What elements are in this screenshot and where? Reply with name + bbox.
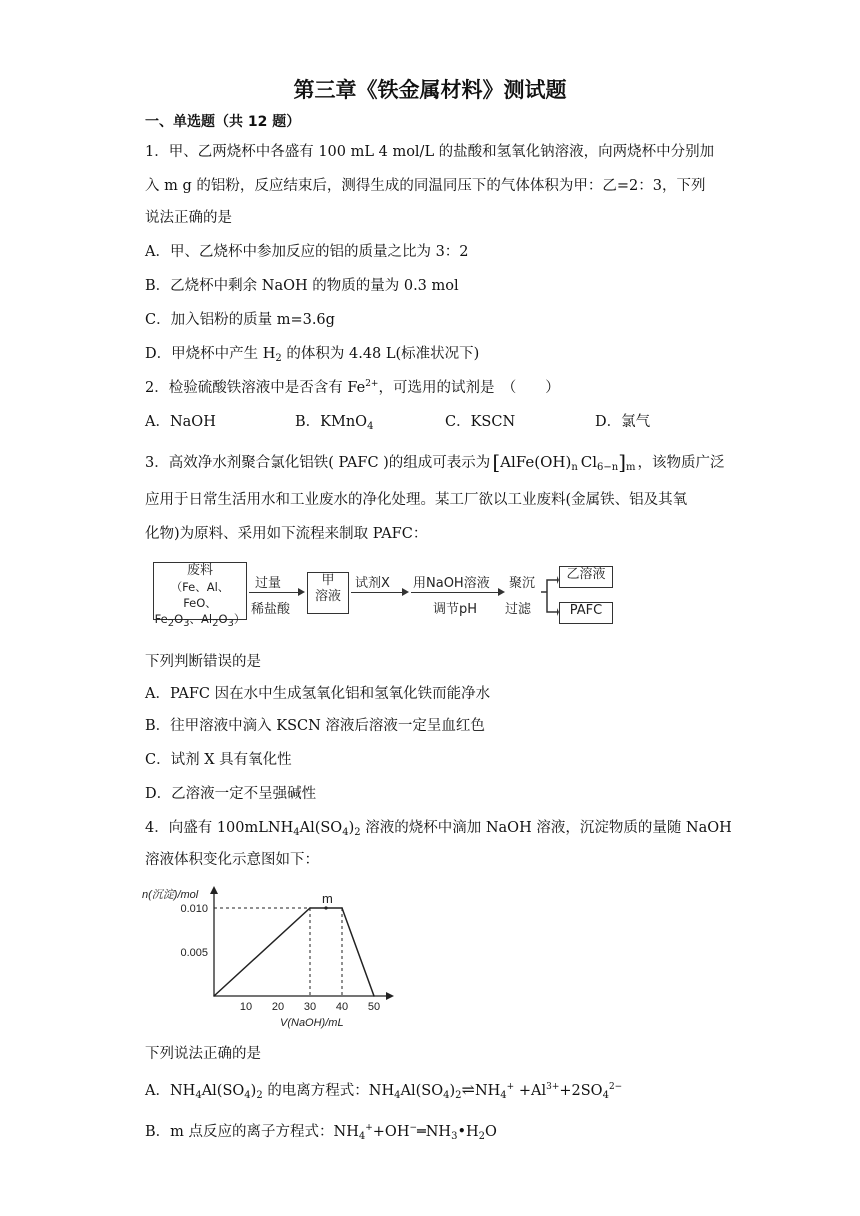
- q2-option-d: D．氯气: [595, 414, 651, 430]
- q1-stem-line2: 入 m g 的铝粉，反应结束后，测得生成的同温同压下的气体体积为甲：乙=2：3，下列: [145, 178, 706, 194]
- coagulate-label: 聚沉: [509, 576, 536, 591]
- x-tick-10: 10: [239, 1001, 253, 1013]
- q1-option-c: C．加入铝粉的质量 m=3.6g: [145, 312, 335, 328]
- y-tick-0.010: 0.010: [180, 903, 208, 915]
- q1-stem-line1: 1．甲、乙两烧杯中各盛有 100 mL 4 mol/L 的盐酸和氢氧化钠溶液，向两烧杯中分别加: [145, 144, 715, 160]
- waste-composition-1: （Fe、Al、FeO、: [170, 580, 230, 610]
- section-heading: 一、单选题（共 12 题）: [145, 114, 301, 130]
- x-tick-labels: [240, 1001, 380, 1013]
- x-tick-30: 30: [303, 1001, 317, 1013]
- q4-prompt: 下列说法正确的是: [145, 1046, 261, 1062]
- q2-option-a: A．NaOH: [145, 414, 216, 430]
- q1-option-d: D．甲烧杯中产生 $H_2$ 的体积为 4.48 L(标准状况下): [145, 346, 480, 364]
- yi-solution-box: 乙溶液: [559, 566, 613, 588]
- y-tick-0.005: 0.005: [180, 947, 208, 959]
- arrow-3: [411, 592, 503, 593]
- series-point-2: [341, 907, 343, 909]
- y-axis-arrow: [210, 886, 218, 894]
- q3-stem-line3: 化物)为原料、采用如下流程来制取 PAFC：: [145, 526, 428, 542]
- x-axis-label: V(NaOH)/mL: [280, 1017, 344, 1029]
- dashed-guides: [214, 908, 342, 996]
- q3-option-d: D．乙溶液一定不呈强碱性: [145, 786, 317, 802]
- m-point: [324, 906, 327, 909]
- q4-stem-line2: 溶液体积变化示意图如下：: [145, 852, 319, 868]
- process-flow-diagram: [145, 556, 615, 632]
- m-point-label: m: [322, 891, 333, 906]
- series-points: [213, 906, 375, 996]
- q2-stem: 2．检验硫酸铁溶液中是否含有 $Fe^{2+}$，可选用的试剂是 （ ）: [145, 379, 560, 396]
- q1-option-a: A．甲、乙烧杯中参加反应的铝的质量之比为 3：2: [145, 244, 469, 260]
- jia-solution-box: 甲 溶液: [307, 572, 349, 614]
- q3-option-c: C．试剂 X 具有氧化性: [145, 752, 292, 768]
- series-point-1: [309, 907, 311, 909]
- waste-title: 废料: [186, 563, 213, 578]
- y-axis-label: n(沉淀)/mol: [142, 889, 199, 901]
- x-axis-arrow: [386, 992, 394, 1000]
- filter-label: 过滤: [505, 602, 532, 617]
- waste-composition-2: $Fe_2O_3$、$Al_2O_3$）: [154, 612, 246, 629]
- q3-stem-line1: 3．高效净水剂聚合氯化铝铁( PAFC )的组成可表示为 [$AlFe(OH)_n$ $Cl_{6-n}]_m$ ，该物质广泛: [145, 450, 725, 474]
- pafc-product-box: PAFC: [559, 602, 613, 624]
- adjust-ph-label: 调节pH: [433, 602, 478, 617]
- step1-label-top: 过量: [255, 576, 282, 591]
- series-point-3: [373, 995, 375, 997]
- q2-option-c: C．KSCN: [445, 414, 516, 430]
- precipitate-chart: [140, 880, 400, 1030]
- q1-stem-line3: 说法正确的是: [145, 210, 232, 226]
- q3-stem-line2: 应用于日常生活用水和工业废水的净化处理。某工厂欲以工业废料(金属铁、铝及其氧: [145, 492, 688, 508]
- q3-option-b: B．往甲溶液中滴入 KSCN 溶液后溶液一定呈血红色: [145, 718, 485, 734]
- arrow-2: [351, 592, 407, 593]
- x-tick-40: 40: [335, 1001, 349, 1013]
- q1-option-b: B．乙烧杯中剩余 NaOH 的物质的量为 0.3 mol: [145, 278, 459, 294]
- reagent-x-label: 试剂X: [355, 576, 390, 591]
- step1-label-bottom: 稀盐酸: [251, 602, 291, 617]
- x-tick-20: 20: [271, 1001, 285, 1013]
- q4-option-b: B．m 点反应的离子方程式：$NH_4^++OH^-═NH_3•H_2O$: [145, 1123, 497, 1142]
- q4-stem-line1: 4．向盛有 $100mLNH_4Al(SO_4)_2$ 溶液的烧杯中滴加 NaOH 溶液，沉淀物质的量随 NaOH: [145, 820, 732, 838]
- q3-judge-prompt: 下列判断错误的是: [145, 654, 261, 670]
- pafc-formula: [$AlFe(OH)_n$ $Cl_{6-n}]_m$: [492, 450, 636, 474]
- y-tick-labels: [180, 903, 208, 959]
- branch-arrows: [541, 574, 559, 620]
- series-line: [214, 908, 374, 996]
- waste-material-box: [153, 562, 247, 629]
- q4-option-a: A．$NH_4Al(SO_4)_2$ 的电离方程式：$NH_4Al(SO_4)_2\rightleftharpoons NH_4^+ +Al^{3+}+2SO_4^{2-}$: [145, 1080, 623, 1101]
- q3-option-a: A．PAFC 因在水中生成氢氧化铝和氢氧化铁而能净水: [145, 686, 491, 702]
- q2-option-b: B．KMnO$_4$: [295, 414, 374, 432]
- series-point-0: [213, 995, 215, 997]
- page-title: 第三章《铁金属材料》测试题: [293, 78, 567, 102]
- x-tick-50: 50: [367, 1001, 381, 1013]
- arrow-1: [249, 592, 303, 593]
- naoh-label: 用NaOH溶液: [413, 576, 490, 591]
